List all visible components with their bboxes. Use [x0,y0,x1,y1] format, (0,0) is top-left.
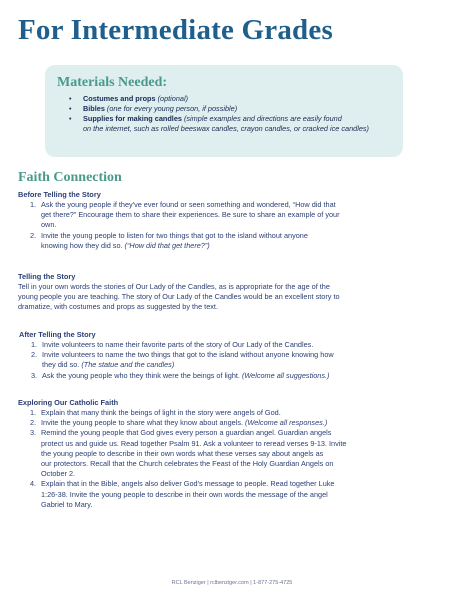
materials-list [55,94,395,134]
materials-item-note-continued: on the internet, such as rolled beeswax candles, crayon candles, or cracked ice candles) [83,124,369,133]
step-text-line: our protectors. Recall that the Church celebrates the Feast of the Holy Guardian Angels on [41,459,334,469]
materials-item [55,114,395,134]
after-heading: After Telling the Story [19,330,96,339]
before-step [18,200,428,231]
step-text-line: 1:26-38. Invite the young people to describe in their own words the message of the angel [41,489,328,499]
step-note: (Welcome all responses.) [243,418,328,428]
step-text-line: Ask the young people who they think were the beings of light. [42,370,240,380]
materials-item-name: Bibles [83,104,105,113]
exploring-step [18,479,428,510]
step-text-line: Remind the young people that God gives every person a guardian angel. Guardian angels [41,428,332,438]
step-number: 3. [30,428,37,438]
step-number: 2. [30,418,37,428]
step-text-line: protect us and guide us. Read together Psalm 91. Ask a volunteer to reread verses 9-13. Invite [41,438,347,448]
before-heading: Before Telling the Story [18,190,101,199]
materials-item-note: (one for every young person, if possible) [104,104,238,113]
step-note: (Welcome all suggestions.) [239,370,330,380]
footer: RCL Benziger | rclbenziger.com | 1-877-275-4725 [171,580,293,586]
step-note: (The statue and the candles) [79,360,175,370]
step-text-line: Invite the young people to share what they know about angels. [41,418,244,428]
before-steps [18,200,428,251]
exploring-step [18,428,428,479]
after-steps [19,340,429,381]
page-title: For Intermediate Grades [18,14,333,46]
step-number: 2. [31,350,38,360]
telling-line: Tell in your own words the stories of Our Lady of the Candles, as is appropriate for the age of the [18,282,330,291]
step-text-line: Invite volunteers to name the two things that got to the island without anyone knowing how [42,350,334,360]
telling-line: dramatize, with costumes and props as suggested by the text. [18,302,218,312]
telling-paragraph [18,282,428,313]
telling-heading: Telling the Story [18,272,76,281]
materials-heading: Materials Needed: [57,75,168,90]
step-text-line: they did so. [42,360,80,370]
step-text-line: Ask the young people if they've ever found or seen something and wondered, “How did that [41,200,336,209]
materials-item [55,104,395,114]
after-step [19,371,429,381]
step-number: 1. [30,200,37,209]
telling-block [18,272,428,313]
materials-item-name: Supplies for making candles [83,114,182,123]
section-heading: Faith Connection [18,170,122,185]
step-number: 2. [30,230,37,240]
exploring-steps [18,408,428,510]
exploring-block [18,398,428,510]
step-number: 3. [31,370,38,380]
before-step [18,231,428,251]
step-text-line: Explain that many think the beings of light in the story were angels of God. [41,408,281,417]
materials-item-note: (simple examples and directions are easily found [181,114,342,123]
materials-item-note: (optional) [155,94,189,103]
step-text-line: Explain that in the Bible, angels also deliver God's message to people. Read together Luke [41,479,335,489]
step-text-line: the young people to describe in their own words what these verses say about angels as [41,448,324,458]
step-text-line: Invite the young people to listen for two things that got to the island without anyone [41,230,308,240]
step-text-line: Gabriel to Mary. [41,499,93,509]
before-block [18,190,428,251]
exploring-heading: Exploring Our Catholic Faith [18,398,119,407]
step-note: (“How did that get there?”) [122,240,210,250]
step-number: 4. [30,479,37,489]
telling-line: young people you are teaching. The story of Our Lady of the Candles would be an excellent story to [18,292,340,302]
after-step [19,340,429,350]
step-text-line: own. [41,220,57,230]
materials-item-name: Costumes and props [83,94,156,103]
step-text-line: get there?” Encourage them to share their experiences. Be sure to share an example of your [41,210,340,220]
exploring-step [18,408,428,418]
exploring-step [18,418,428,428]
after-step [19,350,429,370]
step-text-line: Invite volunteers to name their favorite parts of the story of Our Lady of the Candles. [42,340,314,349]
step-number: 1. [30,408,37,417]
step-text-line: October 2. [41,469,76,479]
step-text-line: knowing how they did so. [41,240,123,250]
materials-box [45,65,403,157]
step-number: 1. [31,340,38,349]
after-block [19,330,429,381]
materials-item [55,94,395,104]
